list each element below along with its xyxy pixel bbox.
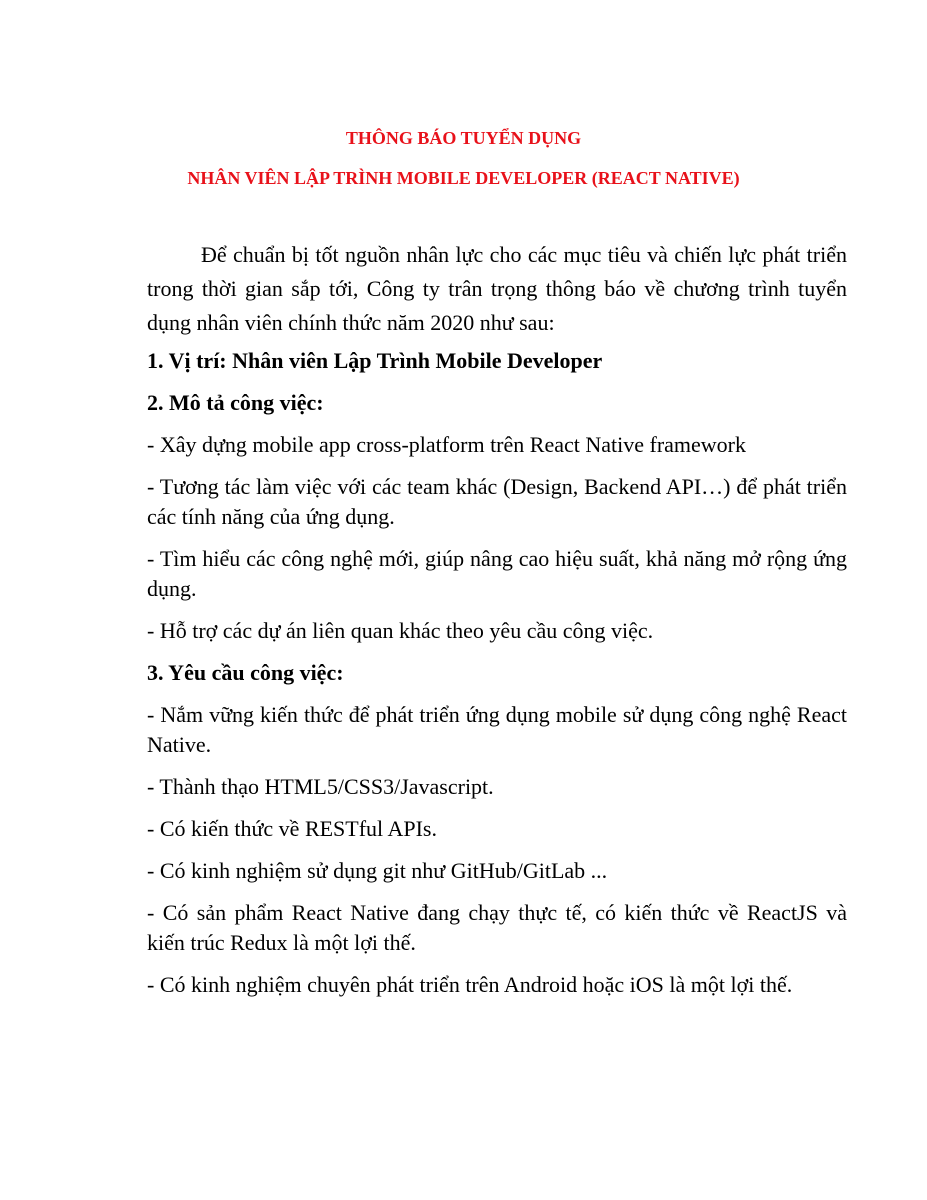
document-subtitle: NHÂN VIÊN LẬP TRÌNH MOBILE DEVELOPER (REACT NATIVE) [187,168,740,188]
job-description-item: - Xây dựng mobile app cross-platform trên React Native framework [147,432,746,457]
title-block [0,128,927,188]
section-position-heading: 1. Vị trí: Nhân viên Lập Trình Mobile Developer [147,348,603,373]
requirement-item: - Có kinh nghiệm chuyên phát triển trên Android hoặc iOS là một lợi thế. [147,972,793,997]
job-description-item: - Tương tác làm việc với các team khác (Design, Backend API…) để phát triển các tính năng của ứng dụng. [147,474,847,529]
requirement-item: - Nắm vững kiến thức để phát triển ứng dụng mobile sử dụng công nghệ React Native. [147,702,847,757]
job-description-item: - Hỗ trợ các dự án liên quan khác theo yêu cầu công việc. [147,618,654,643]
requirement-item: - Có kinh nghiệm sử dụng git như GitHub/GitLab ... [147,858,608,883]
requirement-item: - Thành thạo HTML5/CSS3/Javascript. [147,774,494,799]
intro-paragraph: Để chuẩn bị tốt nguồn nhân lực cho các mục tiêu và chiến lực phát triển trong thời gian sắp tới, Công ty trân trọng thông báo về chương trình tuyển dụng nhân viên chính thức năm 2020 như sau: [147,242,847,335]
section-job-description-heading: 2. Mô tả công việc: [147,390,324,415]
section-requirements-heading: 3. Yêu cầu công việc: [147,660,344,685]
requirement-item: - Có kiến thức về RESTful APIs. [147,816,437,841]
requirement-item: - Có sản phẩm React Native đang chạy thực tế, có kiến thức về ReactJS và kiến trúc Redux là một lợi thế. [147,900,847,955]
document-body [147,238,847,1012]
job-description-item: - Tìm hiểu các công nghệ mới, giúp nâng cao hiệu suất, khả năng mở rộng ứng dụng. [147,546,847,601]
document-title: THÔNG BÁO TUYỂN DỤNG [345,128,582,148]
